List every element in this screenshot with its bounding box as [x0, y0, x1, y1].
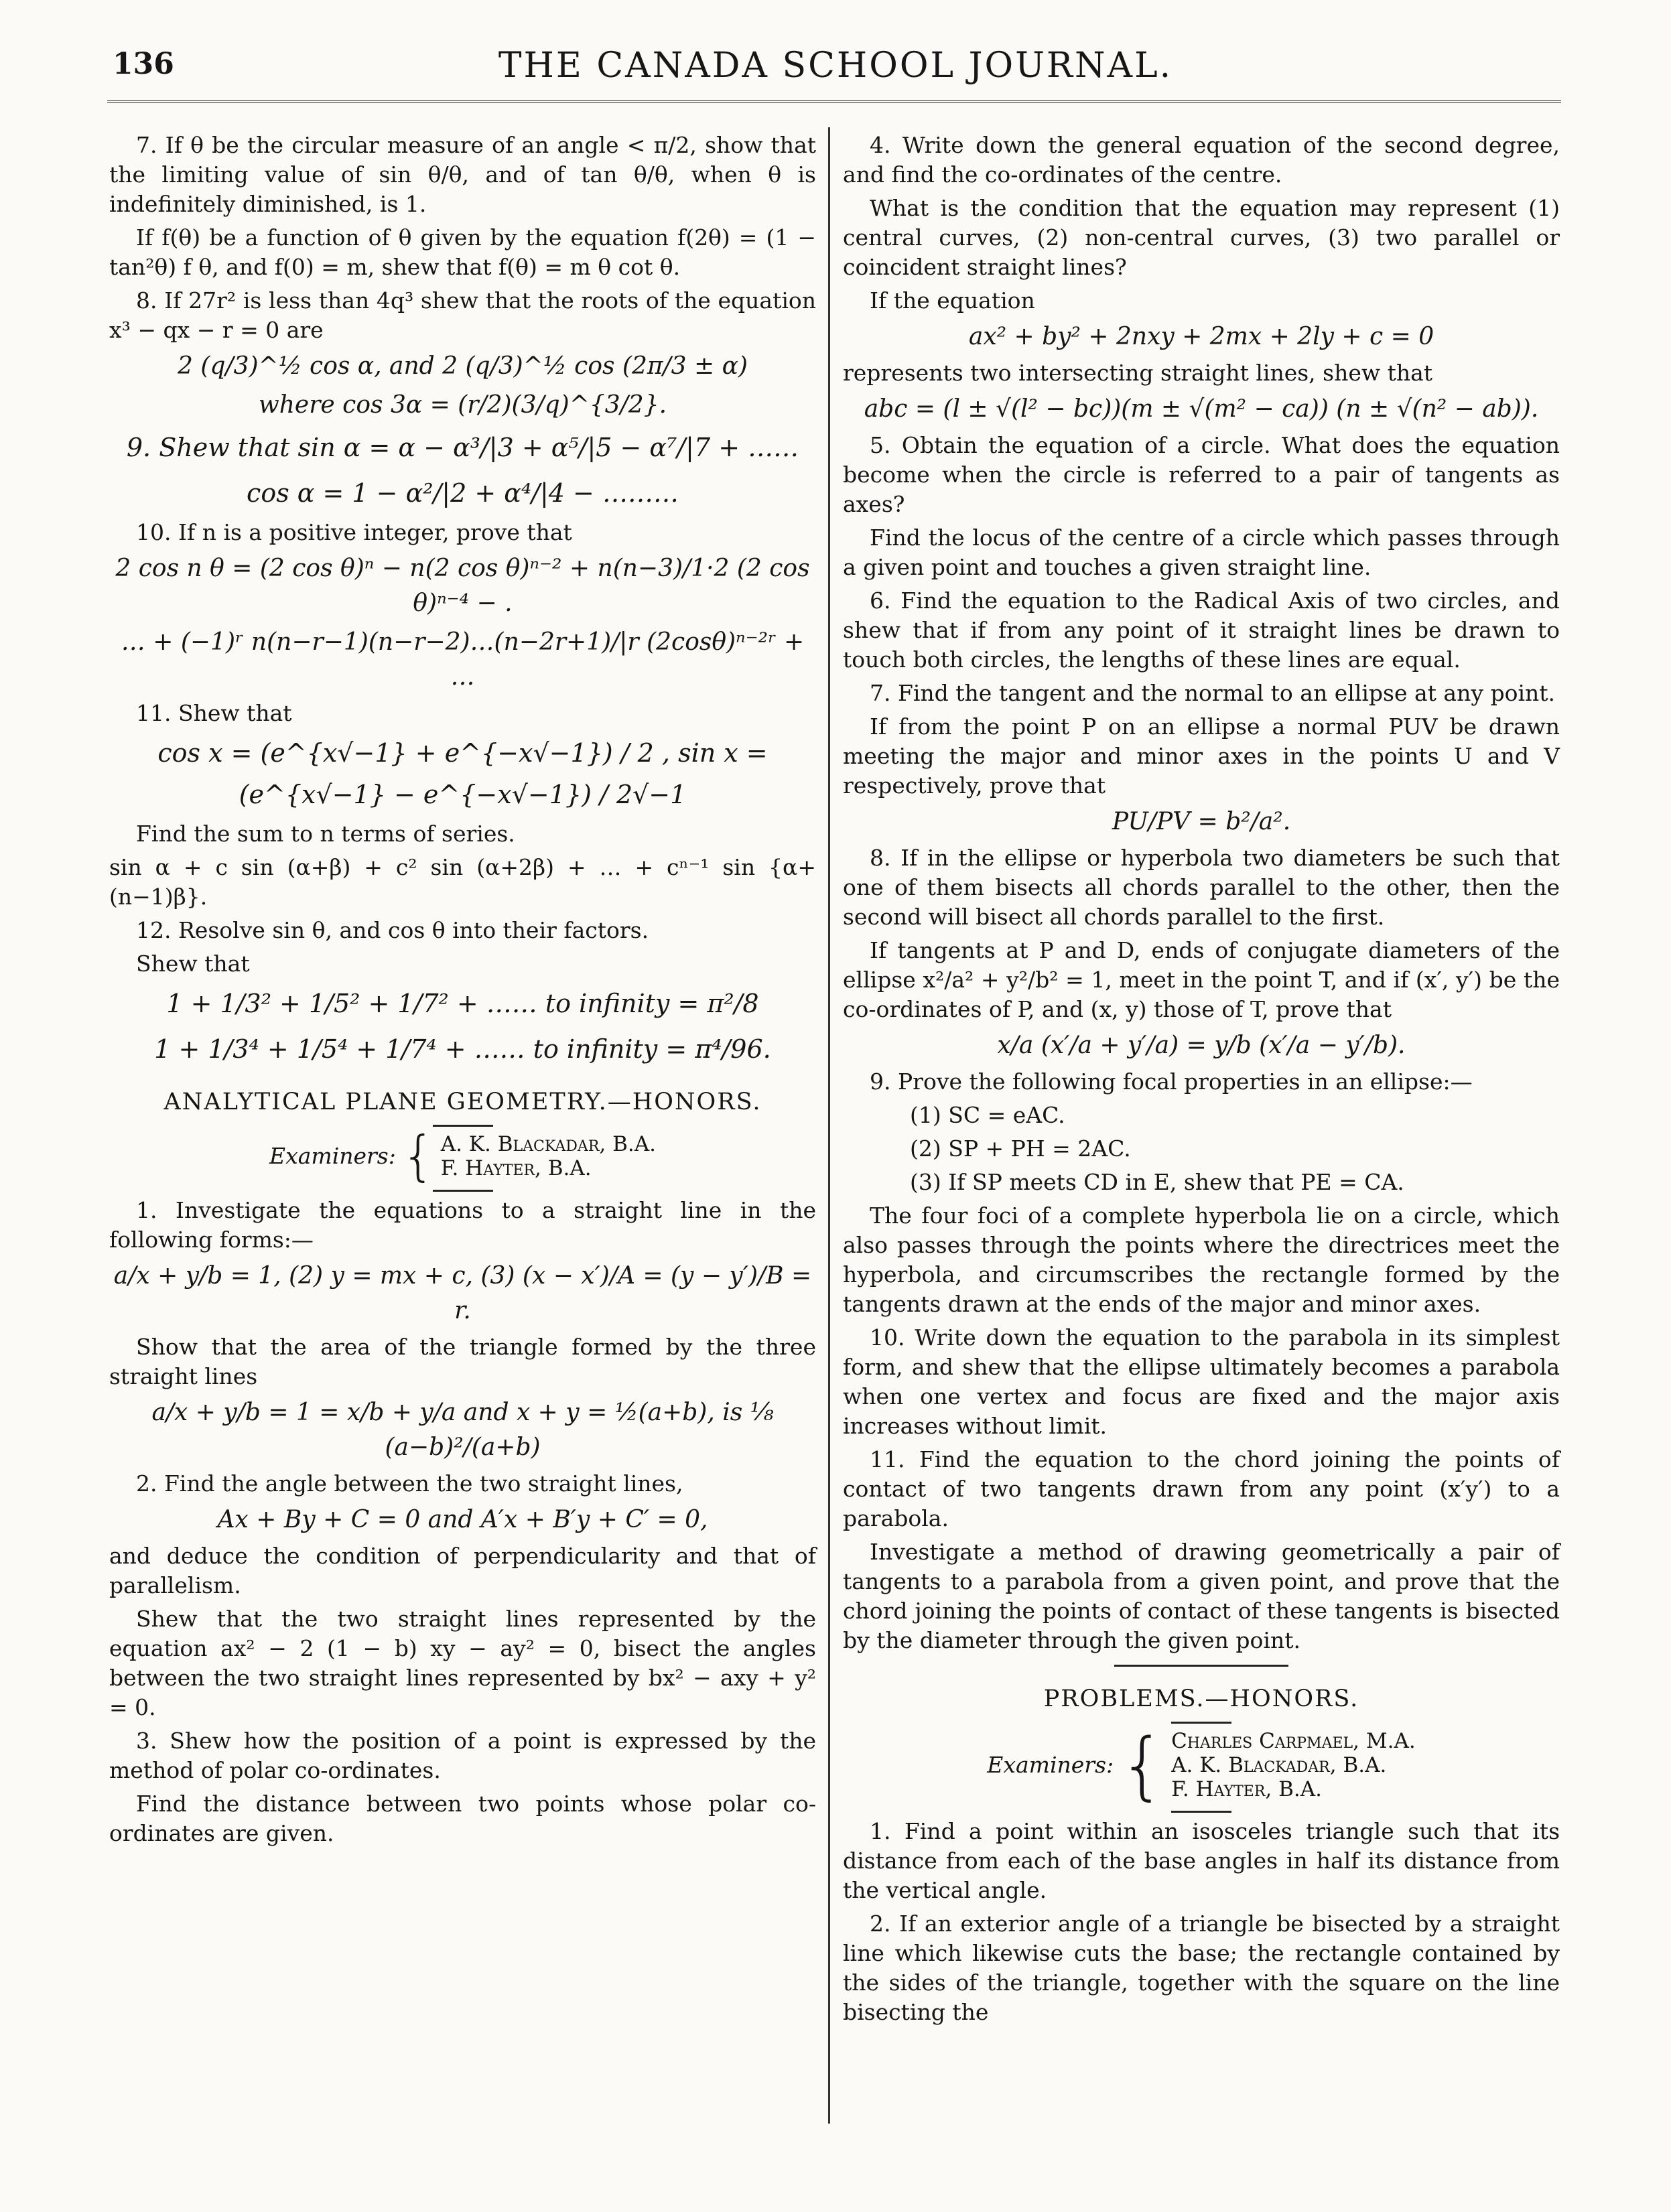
examiner-name: F. Hayter, B.A.: [1171, 1777, 1322, 1801]
section-rule: [1114, 1665, 1288, 1667]
examiner-names: [1171, 1729, 1416, 1801]
running-title: THE CANADA SCHOOL JOURNAL.: [498, 46, 1173, 86]
examiner-name: Charles Carpmael, M.A.: [1171, 1729, 1416, 1753]
geometry-question-5: 5. Obtain the equation of a circle. What does the equation become when the circle is referred to a pair of tangents as axes?: [843, 432, 1560, 517]
question-10-formula-2: … + (−1)ʳ n(n−r−1)(n−r−2)…(n−2r+1)/|r (2cosθ)ⁿ⁻²ʳ + …: [121, 628, 805, 691]
question-10: 10. If n is a positive integer, prove that: [136, 519, 572, 545]
geometry-question-1: 1. Investigate the equations to a straight line in the following forms:—: [109, 1197, 816, 1253]
question-10-formula-1: 2 cos n θ = (2 cos θ)ⁿ − n(2 cos θ)ⁿ⁻² + n(n−3)/1·2 (2 cos θ)ⁿ⁻⁴ − .: [115, 555, 810, 617]
section-rule: [1171, 1722, 1231, 1724]
geometry-question-1-forms: a/x + y/b = 1, (2) y = mx + c, (3) (x − x′)/A = (y − y′)/B = r.: [113, 1262, 812, 1324]
geometry-question-11-investigate: Investigate a method of drawing geometrically a pair of tangents to a parabola from a given point, and prove that the chord joining the points of contact of these tangents is bisected by the diameter through the given point.: [843, 1539, 1560, 1653]
question-7: 7. If θ be the circular measure of an angle < π/2, show that the limiting value of sin θ/θ, and of tan θ/θ, when θ is indefinitely diminished, is 1.: [109, 132, 816, 217]
geometry-question-6: 6. Find the equation to the Radical Axis of two circles, and shew that if from any point of it straight lines be drawn to touch both circles, the lengths of these lines are equal.: [843, 587, 1560, 673]
examiner-name: F. Hayter, B.A.: [440, 1156, 592, 1180]
geometry-question-7: 7. Find the tangent and the normal to an ellipse at any point.: [870, 680, 1555, 706]
geometry-question-4-equation: ax² + by² + 2nxy + 2mx + 2ly + c = 0: [968, 323, 1434, 350]
question-11-sum: Find the sum to n terms of series.: [136, 821, 515, 847]
geometry-question-11: 11. Find the equation to the chord joining the points of contact of two tangents drawn from any point (x′y′) to a parabola.: [843, 1446, 1560, 1531]
geometry-question-2-lines: Ax + By + C = 0 and A′x + B′y + C′ = 0,: [217, 1506, 708, 1533]
geometry-question-8-result: x/a (x′/a + y′/a) = y/b (x′/a − y′/b).: [997, 1032, 1406, 1059]
geometry-question-3-distance: Find the distance between two points whose polar co-ordinates are given.: [109, 1791, 816, 1846]
examiners-block: [109, 1125, 816, 1187]
geometry-question-10: 10. Write down the equation to the parabola in its simplest form, and shew that the ellipse ultimately becomes a parabola when one vertex and focus are fixed and the major axis increases without limit.: [843, 1324, 1560, 1439]
right-column: [843, 131, 1560, 2031]
section-rule: [433, 1190, 493, 1192]
geometry-question-8-tangents: If tangents at P and D, ends of conjugate diameters of the ellipse x²/a² + y²/b² = 1, meet in the point T, and if (x′, y′) be the co-ordinates of P, and (x, y) those of T, prove that: [843, 937, 1560, 1022]
examiners-label: Examiners:: [987, 1752, 1114, 1778]
examiner-names: [441, 1132, 656, 1180]
focal-property-item: (1) SC = eAC.: [910, 1102, 1065, 1128]
brace-glyph: {: [1119, 1722, 1166, 1808]
examiners-block: [843, 1722, 1560, 1808]
examiner-name: A. K. Blackadar, B.A.: [440, 1132, 656, 1156]
question-8-formula-roots: 2 (q/3)^½ cos α, and 2 (q/3)^½ cos (2π/3 ± α): [178, 352, 748, 380]
question-12-series-1: 1 + 1/3² + 1/5² + 1/7² + …… to infinity = π²/8: [166, 989, 759, 1018]
section-heading-geometry: ANALYTICAL PLANE GEOMETRY.—HONORS.: [163, 1089, 762, 1115]
section-rule: [1171, 1811, 1231, 1813]
question-9-cosine-series: cos α = 1 − α²/|2 + α⁴/|4 − ………: [247, 478, 679, 508]
geometry-question-4-condition: What is the condition that the equation may represent (1) central curves, (2) non-central curves, (3) two parallel or coincident straight lines?: [843, 195, 1560, 280]
geometry-question-4-represents: represents two intersecting straight lines, shew that: [843, 360, 1433, 386]
examiners-label: Examiners:: [269, 1143, 396, 1169]
column-divider: [828, 127, 830, 2124]
geometry-question-7-normal: If from the point P on an ellipse a normal PUV be drawn meeting the major and minor axes in the points U and V respectively, prove that: [843, 713, 1560, 799]
question-12: 12. Resolve sin θ, and cos θ into their factors.: [136, 917, 649, 943]
page-number: 136: [113, 47, 174, 81]
question-8: 8. If 27r² is less than 4q³ shew that the roots of the equation x³ − qx − r = 0 are: [109, 287, 816, 343]
focal-property-item: (2) SP + PH = 2AC.: [910, 1135, 1131, 1162]
geometry-question-5-locus: Find the locus of the centre of a circle which passes through a given point and touches a given straight line.: [843, 525, 1560, 580]
focal-property-item: (3) If SP meets CD in E, shew that PE = CA.: [910, 1169, 1404, 1195]
question-8-formula-condition: where cos 3α = (r/2)(3/q)^{3/2}.: [258, 391, 667, 419]
geometry-question-1-area: Show that the area of the triangle formed by the three straight lines: [109, 1334, 816, 1389]
examiner-name: A. K. Blackadar, B.A.: [1171, 1753, 1387, 1777]
problem-2: 2. If an exterior angle of a triangle be bisected by a straight line which likewise cuts the base; the rectangle contained by the sides of the triangle, together with the square on the line bisecting the: [843, 1911, 1560, 2025]
geometry-question-7-ratio: PU/PV = b²/a².: [1112, 808, 1291, 835]
geometry-question-4-if: If the equation: [870, 287, 1035, 314]
left-column: [109, 131, 816, 1852]
problem-1: 1. Find a point within an isosceles triangle such that its distance from each of the base angles in half its distance from the vertical angle.: [843, 1818, 1560, 1903]
geometry-question-1-lines: a/x + y/b = 1 = x/b + y/a and x + y = ½(a+b), is ⅛ (a−b)²/(a+b): [151, 1399, 774, 1461]
question-12-series-2: 1 + 1/3⁴ + 1/5⁴ + 1/7⁴ + …… to infinity = π⁴/96.: [154, 1034, 771, 1064]
geometry-question-9-hyperbola: The four foci of a complete hyperbola lie on a circle, which also passes through the points where the directrices meet the hyperbola, and circumscribes the rectangle formed by the tangents drawn at the ends of the major and minor axes.: [843, 1202, 1560, 1317]
header-rule: [107, 100, 1561, 103]
section-heading-problems: PROBLEMS.—HONORS.: [1043, 1685, 1359, 1712]
question-7-part-b: If f(θ) be a function of θ given by the equation f(2θ) = (1 − tan²θ) f θ, and f(0) = m, shew that f(θ) = m θ cot θ.: [109, 224, 816, 280]
brace-glyph: {: [401, 1125, 436, 1187]
question-11: 11. Shew that: [136, 700, 292, 726]
section-rule: [433, 1125, 493, 1127]
geometry-question-4: 4. Write down the general equation of the second degree, and find the co-ordinates of the centre.: [843, 132, 1560, 188]
geometry-question-4-result: abc = (l ± √(l² − bc))(m ± √(m² − ca)) (n ± √(n² − ab)).: [864, 395, 1539, 423]
geometry-question-8: 8. If in the ellipse or hyperbola two diameters be such that one of them bisects all chords parallel to the other, then the second will bisect all chords parallel to the first.: [843, 845, 1560, 930]
geometry-question-2: 2. Find the angle between the two straight lines,: [136, 1470, 683, 1497]
question-12-shew: Shew that: [136, 951, 250, 977]
geometry-question-3: 3. Shew how the position of a point is expressed by the method of polar co-ordinates.: [109, 1728, 816, 1783]
question-11-formula: cos x = (e^{x√−1} + e^{−x√−1}) / 2 , sin x = (e^{x√−1} − e^{−x√−1}) / 2√−1: [157, 738, 768, 809]
question-11-series: sin α + c sin (α+β) + c² sin (α+2β) + … + cⁿ⁻¹ sin {α+(n−1)β}.: [109, 854, 816, 910]
geometry-question-9: 9. Prove the following focal properties in an ellipse:—: [870, 1068, 1473, 1095]
geometry-question-2-bisect: Shew that the two straight lines represented by the equation ax² − 2 (1 − b) xy − ay² = 0, bisect the angles between the two straight lines represented by bx² − axy + y² = 0.: [109, 1606, 816, 1720]
geometry-question-2-deduce: and deduce the condition of perpendicularity and that of parallelism.: [109, 1543, 816, 1598]
question-9-sine-series: 9. Shew that sin α = α − α³/|3 + α⁵/|5 − α⁷/|7 + ……: [126, 433, 799, 462]
